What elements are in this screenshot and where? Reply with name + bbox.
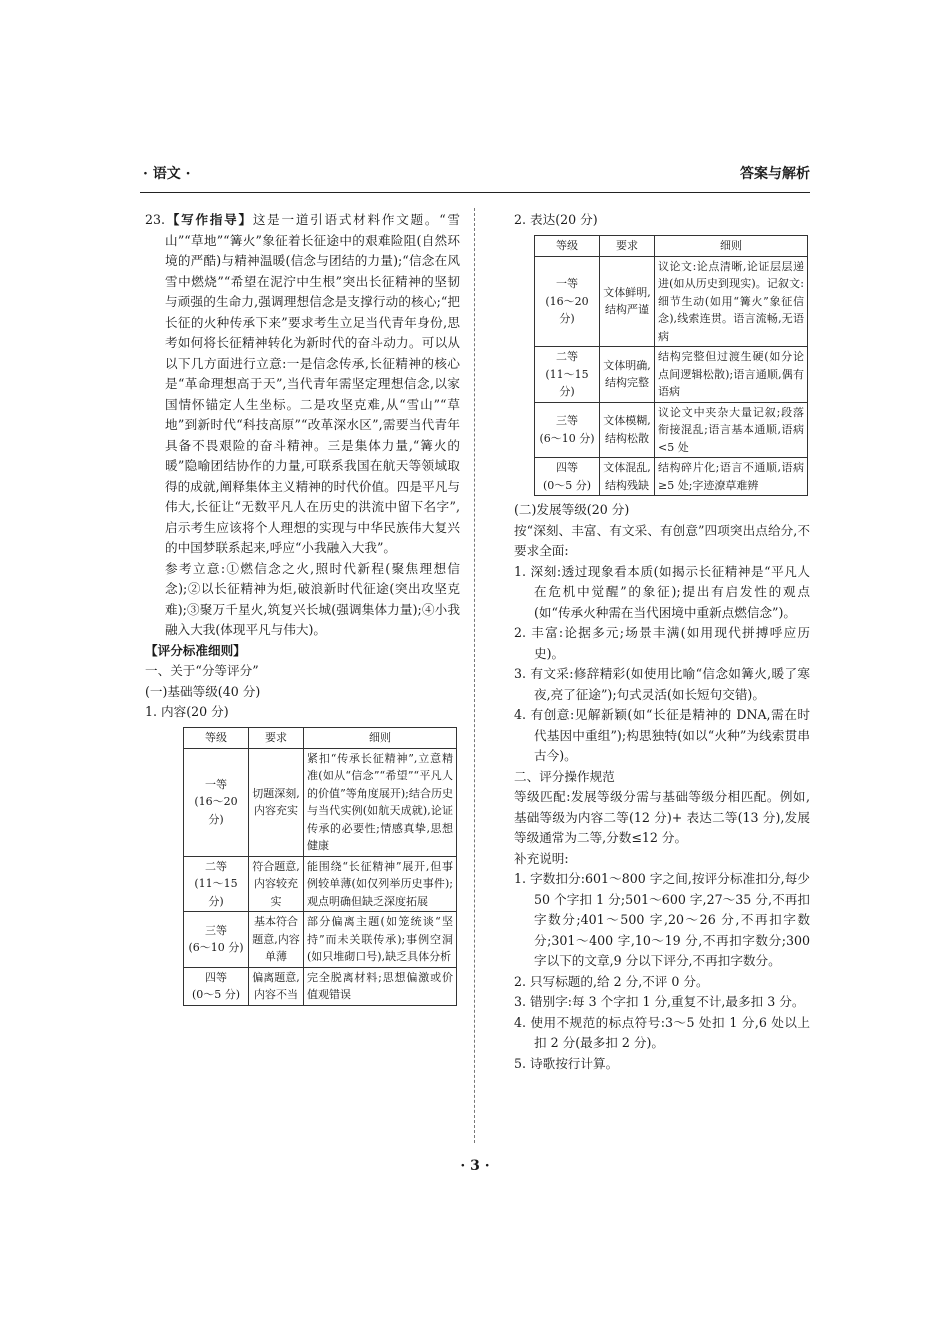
requirement-cell: 基本符合题意,内容单薄 — [249, 912, 304, 968]
supplement-title: 补充说明: — [514, 850, 569, 866]
level-cell: 四等 (0～5 分) — [184, 967, 249, 1005]
list-item: 3. 有文采:修辞精彩(如使用比喻“信念如篝火,暖了寒夜,亮了征途”);句式灵活(如长短句交错)。 — [514, 666, 810, 702]
level-cell: 三等 (6～10 分) — [184, 912, 249, 968]
detail-cell: 议论文中夹杂大量记叙;段落衔接混乱;语言基本通顺,语病<5 处 — [655, 402, 808, 458]
requirement-cell: 文体鲜明,结构严谨 — [600, 256, 655, 347]
list-item: 4. 使用不规范的标点符号:3～5 处扣 1 分,6 处以上扣 2 分(最多扣 2 分)。 — [514, 1014, 810, 1050]
detail-cell: 议论文:论点清晰,论证层层递进(如从历史到现实)。记叙文:细节生动(如用“篝火”象征信念),线索连贯。语言流畅,无语病 — [655, 256, 808, 347]
table-row — [184, 912, 457, 968]
header-requirement: 要求 — [249, 727, 304, 748]
list-item: 5. 诗歌按行计算。 — [514, 1055, 619, 1071]
table-row — [535, 347, 808, 403]
detail-cell: 部分偏离主题(如笼统谈“坚持”而未关联传承);事例空洞(如只堆砌口号),缺乏具体分析 — [304, 912, 457, 968]
right-column — [514, 210, 810, 1074]
requirement-cell: 切题深刻,内容充实 — [249, 748, 304, 856]
table-header-row — [184, 727, 457, 748]
list-item: 2. 只写标题的,给 2 分,不评 0 分。 — [514, 973, 709, 989]
detail-cell: 能围绕“长征精神”展开,但事例较单薄(如仅列举历史事件);观点明确但缺乏深度拓展 — [304, 856, 457, 912]
header-detail: 细则 — [304, 727, 457, 748]
requirement-cell: 文体混乱,结构残缺 — [600, 458, 655, 496]
level-cell: 四等 (0～5 分) — [535, 458, 600, 496]
table-row — [184, 967, 457, 1005]
reference-ideas: 参考立意:①燃信念之火,照时代新程(聚焦理想信念);②以长征精神为炬,破浪新时代征途(突出攻坚克难);③聚万千星火,筑复兴长城(强调集体力量);④小我融入大我(体现平凡与伟大)。 — [165, 560, 460, 637]
level-cell: 三等 (6～10 分) — [535, 402, 600, 458]
detail-cell: 紧扣“传承长征精神”,立意精准(如从“信念”“希望”“平凡人的价值”等角度展开);结合历史与当代实例(如航天成就),论证传承的必要性;情感真挚,思想健康 — [304, 748, 457, 856]
level-cell: 二等 (11～15 分) — [535, 347, 600, 403]
column-divider — [474, 208, 475, 1143]
writing-guide-text: 这是一道引语式材料作文题。“雪山”“草地”“篝火”象征着长征途中的艰难险阻(自然环境的严酷)与精神温暖(信念与团结的力量);“信念在风雪中燃烧”“希望在泥泞中生根”突出长征精神的坚韧与顽强的生命力,强调理想信念是支撑行动的核心;“把长征的火种传承下来”要求考生立足当代青年身份,思考如何将长征精神转化为新时代的奋斗动力。可以从以下几方面进行立意:一是信念传承,长征精神的核心是“革命理想高于天”,当代青年需坚定理想信念,以家国情怀锚定人生坐标。二是攻坚克难,从“雪山”“草地”到新时代“科技高原”“改革深水区”,需要当代青年具备不畏艰险的奋斗精神。三是集体力量,“篝火的暖”隐喻团结协作的力量,可联系我国在航天等领域取得的成就,阐释集体主义精神的时代价值。四是平凡与伟大,长征让“无数平凡人在历史的洪流中留下名字”,启示考生应该将个人理想的实现与中华民族伟大复兴的中国梦联系起来,呼应“小我融入大我”。 — [165, 212, 460, 555]
level-cell: 二等 (11～15 分) — [184, 856, 249, 912]
table-row — [184, 748, 457, 856]
content-grading-table — [183, 727, 457, 1006]
table-row — [535, 458, 808, 496]
question-tag: 【写作指导】 — [165, 212, 253, 227]
requirement-cell: 文体模糊,结构松散 — [600, 402, 655, 458]
header-requirement: 要求 — [600, 235, 655, 256]
list-item: 1. 字数扣分:601～800 字之间,按评分标准扣分,每少 50 个字扣 1 分;501～600 字,27～35 分,不再扣字数分;401～500 字,20～26 分,不再扣字数分;301～400 字,10～19 分,不再扣字数分;300 字以下的文章,9 分以下评分,不再扣字数分。 — [514, 871, 810, 968]
detail-cell: 完全脱离材料;思想偏激或价值观错误 — [304, 967, 457, 1005]
header-level: 等级 — [535, 235, 600, 256]
expression-grading-table — [534, 235, 808, 497]
expression-item-title: 2. 表达(20 分) — [514, 212, 598, 227]
header-level: 等级 — [184, 727, 249, 748]
level-cell: 一等 (16～20 分) — [535, 256, 600, 347]
question-number: 23. — [145, 212, 166, 227]
table-row — [184, 856, 457, 912]
level-cell: 一等 (16～20 分) — [184, 748, 249, 856]
development-level-desc: 按“深刻、丰富、有文采、有创意”四项突出点给分,不要求全面: — [514, 522, 810, 558]
section-two-desc: 等级匹配:发展等级分需与基础等级分相匹配。例如,基础等级为内容二等(12 分)+ 表达二等(13 分),发展等级通常为二等,分数≤12 分。 — [514, 789, 810, 845]
list-item: 1. 深刻:透过现象看本质(如揭示长征精神是“平凡人在危机中觉醒”的象征);提出有启发性的观点(如“传承火种需在当代困境中重新点燃信念”)。 — [514, 563, 810, 620]
left-column — [145, 210, 460, 1010]
header-divider — [140, 192, 810, 193]
development-level-title: (二)发展等级(20 分) — [514, 502, 630, 517]
list-item: 4. 有创意:见解新颖(如“长征是精神的 DNA,需在时代基因中重组”);构思独特(如以“火种”为线索贯串古今)。 — [514, 707, 810, 763]
section-one-title: 一、关于“分等评分” — [145, 663, 259, 678]
list-item: 2. 丰富:论据多元;场景丰满(如用现代拼搏呼应历史)。 — [514, 625, 810, 661]
requirement-cell: 偏离题意,内容不当 — [249, 967, 304, 1005]
page-number: · 3 · — [460, 1158, 490, 1174]
content-item-title: 1. 内容(20 分) — [145, 704, 229, 719]
table-row — [535, 256, 808, 347]
subject-label: · 语文 · — [143, 166, 191, 182]
table-header-row — [535, 235, 808, 256]
question-23 — [145, 210, 460, 559]
requirement-cell: 符合题意,内容较充实 — [249, 856, 304, 912]
section-two-title: 二、评分操作规范 — [514, 768, 615, 784]
basic-level-title: (一)基础等级(40 分) — [145, 683, 261, 699]
criteria-title: 【评分标准细则】 — [145, 642, 246, 658]
requirement-cell: 文体明确,结构完整 — [600, 347, 655, 403]
detail-cell: 结构碎片化;语言不通顺,语病≥5 处;字迹潦草难辨 — [655, 458, 808, 496]
detail-cell: 结构完整但过渡生硬(如分论点间逻辑松散);语言通顺,偶有语病 — [655, 347, 808, 403]
section-label: 答案与解析 — [740, 166, 810, 182]
list-item: 3. 错别字:每 3 个字扣 1 分,重复不计,最多扣 3 分。 — [514, 994, 805, 1009]
header-detail: 细则 — [655, 235, 808, 256]
table-row — [535, 402, 808, 458]
